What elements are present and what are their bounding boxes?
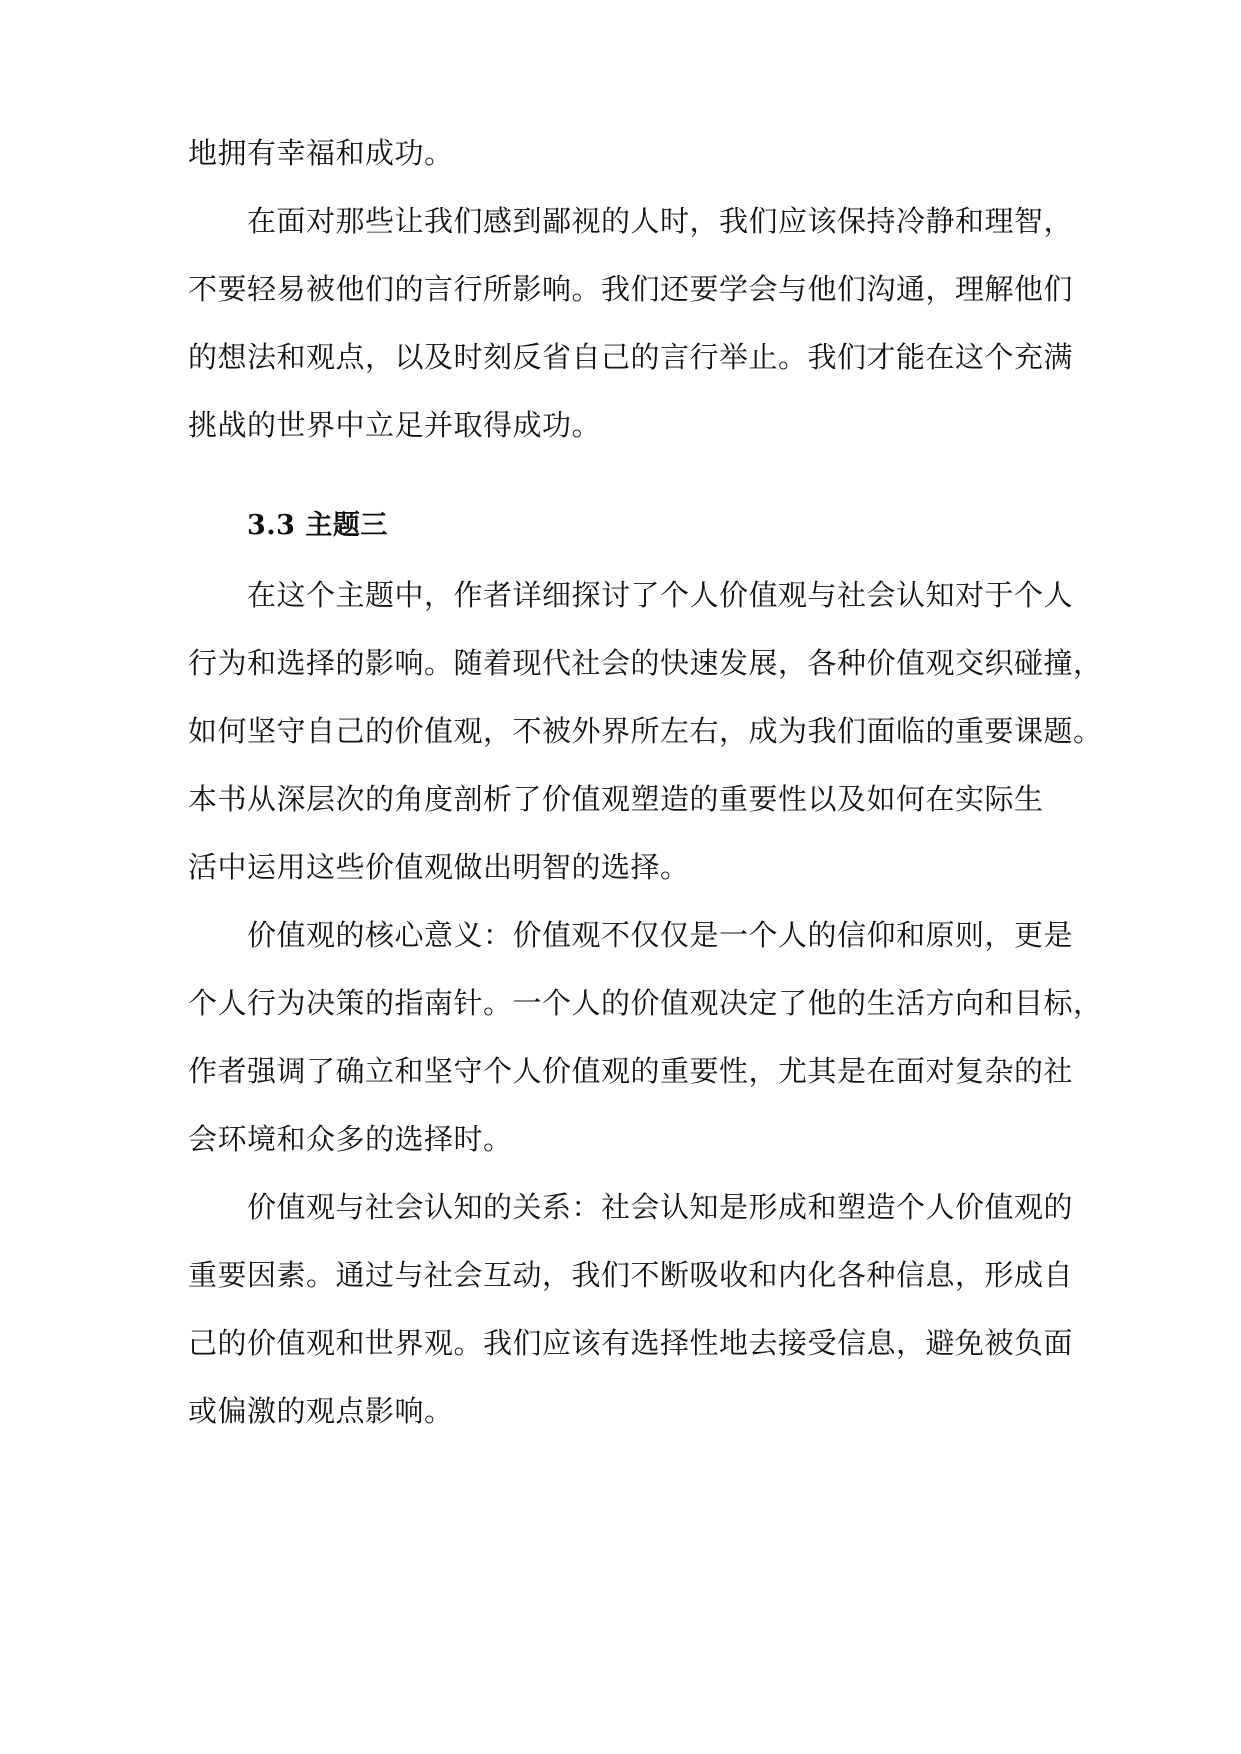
paragraph-line: 价值观与社会认知的关系：社会认知是形成和塑造个人价值观的 — [247, 1190, 1074, 1224]
paragraph-line: 活中运用这些价值观做出明智的选择。 — [188, 850, 690, 884]
paragraph-line: 个人行为决策的指南针。一个人的价值观决定了他的生活方向和目标， — [188, 986, 1103, 1020]
paragraph-line: 会环境和众多的选择时。 — [188, 1122, 513, 1156]
section-heading: 3.3 主题三 — [247, 510, 388, 541]
paragraph-line: 如何坚守自己的价值观，不被外界所左右，成为我们面临的重要课题。 — [188, 714, 1103, 748]
paragraph-line: 本书从深层次的角度剖析了价值观塑造的重要性以及如何在实际生 — [188, 782, 1044, 816]
paragraph-line: 作者强调了确立和坚守个人价值观的重要性，尤其是在面对复杂的社 — [188, 1054, 1074, 1088]
paragraph-line: 不要轻易被他们的言行所影响。我们还要学会与他们沟通，理解他们 — [188, 272, 1074, 306]
paragraph-line: 的想法和观点，以及时刻反省自己的言行举止。我们才能在这个充满 — [188, 340, 1074, 374]
paragraph-line: 己的价值观和世界观。我们应该有选择性地去接受信息，避免被负面 — [188, 1326, 1074, 1360]
paragraph-line: 在这个主题中，作者详细探讨了个人价值观与社会认知对于个人 — [247, 578, 1074, 612]
paragraph-line: 地拥有幸福和成功。 — [188, 136, 454, 170]
paragraph-line: 价值观的核心意义：价值观不仅仅是一个人的信仰和原则，更是 — [247, 918, 1074, 952]
paragraph-line: 挑战的世界中立足并取得成功。 — [188, 408, 602, 442]
paragraph-line: 在面对那些让我们感到鄙视的人时，我们应该保持冷静和理智， — [247, 204, 1074, 238]
paragraph-line: 行为和选择的影响。随着现代社会的快速发展，各种价值观交织碰撞， — [188, 646, 1103, 680]
paragraph-line: 重要因素。通过与社会互动，我们不断吸收和内化各种信息，形成自 — [188, 1258, 1074, 1292]
paragraph-line: 或偏激的观点影响。 — [188, 1394, 454, 1428]
